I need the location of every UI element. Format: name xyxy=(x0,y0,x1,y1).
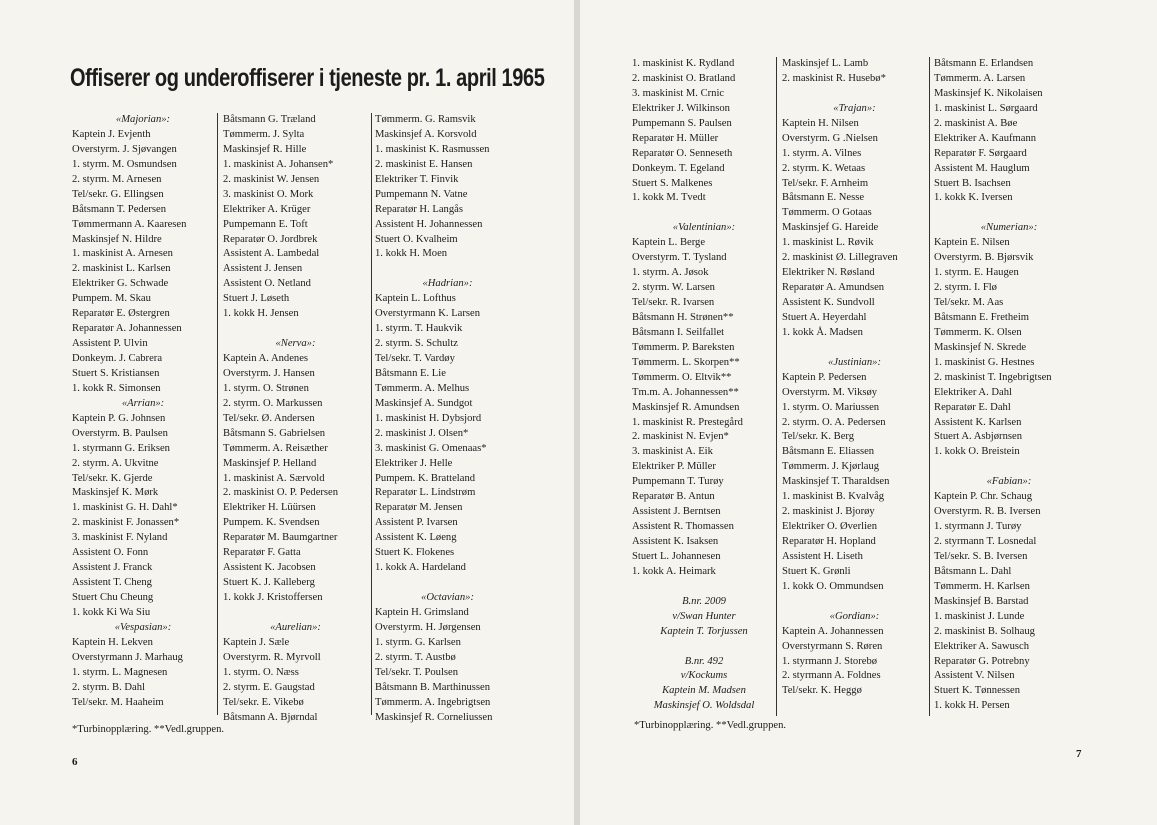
crew-entry: Kaptein H. Lekven xyxy=(72,636,153,648)
crew-entry: Maskinsjef R. Amundsen xyxy=(632,401,740,413)
crew-entry: Reparatør E. Østergren xyxy=(72,308,170,320)
crew-entry: Reparatør F. Sørgaard xyxy=(934,147,1027,159)
page-title: Offiserer og underoffiserer i tjeneste pr. 1. april 1965 xyxy=(70,64,545,92)
crew-entry: 1. kokk A. Hardeland xyxy=(375,562,466,574)
crew-entry: Assistent J. Berntsen xyxy=(632,506,721,518)
crew-entry: 2. maskinist E. Hansen xyxy=(375,158,473,170)
spacer xyxy=(375,262,520,277)
crew-entry: Kaptein L. Berge xyxy=(632,237,706,249)
crew-entry: 3. maskinist F. Nyland xyxy=(72,532,168,544)
crew-entry: 1. maskinist K. Rasmussen xyxy=(375,143,490,155)
crew-entry: 1. kokk H. Jensen xyxy=(223,308,299,320)
crew-entry: Kaptein A. Andenes xyxy=(223,353,309,364)
crew-entry: Tel/sekr. Ø. Andersen xyxy=(223,412,315,424)
crew-entry: 1. kokk M. Tvedt xyxy=(632,192,706,204)
section-heading: «Valentinian»: xyxy=(672,222,736,234)
crew-entry: 1. kokk Å. Madsen xyxy=(782,326,863,338)
crew-entry: Assistent P. Ivarsen xyxy=(375,517,458,529)
crew-entry: 1. styrm. T. Haukvik xyxy=(375,323,463,335)
crew-entry: Assistent A. Lambedal xyxy=(223,248,320,260)
crew-entry: 2. maskinist Ø. Lillegraven xyxy=(782,252,898,264)
crew-entry: 1. kokk J. Kristoffersen xyxy=(223,592,323,603)
crew-entry: Tel/sekr. F. Arnheim xyxy=(782,177,869,189)
crew-entry: Donkeym. J. Cabrera xyxy=(72,353,163,364)
crew-entry: Båtsmann E. Erlandsen xyxy=(934,58,1034,69)
crew-entry: Tømmerm. G. Ramsvik xyxy=(375,114,476,125)
crew-entry: Båtsmann E. Eliassen xyxy=(782,446,875,458)
crew-entry: Elektriker A. Dahl xyxy=(934,386,1012,398)
crew-entry: Stuert K. Tønnessen xyxy=(934,685,1021,697)
crew-entry: Reparatør M. Jensen xyxy=(375,502,463,514)
crew-entry: Reparatør G. Potrebny xyxy=(934,655,1030,667)
crew-entry: 1. styrm. A. Jøsok xyxy=(632,267,709,279)
crew-entry: Stuert K. Grønli xyxy=(782,565,851,577)
crew-entry: 1. maskinist A. Johansen* xyxy=(223,158,334,170)
crew-entry: Kaptein P. G. Johnsen xyxy=(72,412,166,424)
crew-entry: 2. maskinist F. Jonassen* xyxy=(72,517,180,529)
section-heading: «Aurelian»: xyxy=(270,621,321,633)
crew-entry: Elektriker A. Sawusch xyxy=(934,640,1030,652)
crew-entry: Kaptein A. Johannessen xyxy=(782,625,884,637)
crew-entry: Maskinsjef L. Lamb xyxy=(782,58,869,69)
crew-entry: Overstyrmann J. Marhaug xyxy=(72,651,183,663)
crew-entry: Tømmerm. A. Larsen xyxy=(934,72,1026,84)
crew-entry: Overstyrm. R. B. Iversen xyxy=(934,506,1041,518)
crew-column-2 xyxy=(223,113,368,725)
crew-entry: 2. maskinist J. Olsen* xyxy=(375,427,469,439)
section-heading: B.nr. 2009 xyxy=(682,595,726,607)
crew-entry: Reparatør B. Antun xyxy=(632,491,715,503)
crew-entry: Overstyrmann S. Røren xyxy=(782,640,883,652)
crew-entry: Båtsmann S. Gabrielsen xyxy=(223,427,326,439)
section-heading: Kaptein M. Madsen xyxy=(662,685,746,697)
spacer xyxy=(375,576,520,591)
section-heading: Maskinsjef O. Woldsdal xyxy=(653,700,755,712)
crew-entry: 2. styrm. S. Schultz xyxy=(375,338,458,350)
crew-entry: 2. maskinist O. Bratland xyxy=(632,72,736,84)
crew-entry: Elektriker J. Helle xyxy=(375,457,453,469)
crew-entry: Kaptein P. Chr. Schaug xyxy=(934,491,1032,503)
left-page xyxy=(0,0,574,825)
crew-entry: Assistent K. Løeng xyxy=(375,532,457,544)
crew-entry: 1. styrmann G. Eriksen xyxy=(72,442,170,454)
crew-entry: Stuert K. Flokenes xyxy=(375,547,455,559)
crew-entry: Elektriker G. Schwade xyxy=(72,278,169,290)
crew-entry: 1. maskinist B. Kvalvåg xyxy=(782,491,885,503)
crew-entry: Båtsmann E. Nesse xyxy=(782,192,865,204)
crew-entry: Pumpemann E. Toft xyxy=(223,218,308,230)
crew-entry: 1. maskinist J. Lunde xyxy=(934,610,1025,622)
crew-column-3 xyxy=(375,113,520,725)
crew-entry: 1. styrm. O. Næss xyxy=(223,666,299,678)
crew-entry: Båtsmann B. Marthinussen xyxy=(375,681,491,693)
crew-entry: Tel/sekr. R. Ivarsen xyxy=(632,297,715,308)
crew-entry: 1. kokk O. Breistein xyxy=(934,446,1020,458)
crew-entry: Reparatør A. Amundsen xyxy=(782,282,885,294)
crew-entry: Tel/sekr. M. Aas xyxy=(934,297,1004,308)
crew-entry: Reparatør M. Baumgartner xyxy=(223,532,338,544)
crew-entry: Tømmerm. J. Sylta xyxy=(223,128,305,140)
crew-entry: Båtsmann G. Træland xyxy=(223,114,316,125)
crew-entry: Stuert S. Malkenes xyxy=(632,177,713,189)
crew-entry: Maskinsjef R. Hille xyxy=(223,143,307,155)
crew-entry: Assistent H. Liseth xyxy=(782,550,863,562)
crew-entry: 1. maskinist H. Dybsjord xyxy=(375,412,482,424)
spacer xyxy=(632,640,776,655)
crew-entry: Overstyrm. B. Paulsen xyxy=(72,427,168,439)
crew-entry: Tømmermann A. Kaaresen xyxy=(72,218,187,230)
crew-entry: 1. maskinist G. H. Dahl* xyxy=(72,502,178,514)
section-heading: B.nr. 492 xyxy=(684,655,724,667)
crew-entry: 1. maskinist L. Røvik xyxy=(782,237,874,249)
crew-entry: 2. styrm. K. Wetaas xyxy=(782,162,866,174)
crew-entry: Tømmerm. O. Eltvik** xyxy=(632,371,732,383)
section-heading: «Hadrian»: xyxy=(422,278,473,290)
crew-entry: 2. maskinist B. Solhaug xyxy=(934,625,1035,637)
crew-entry: 2. styrm. T. Austbø xyxy=(375,651,456,663)
spacer xyxy=(782,341,927,356)
crew-entry: Pumpemann S. Paulsen xyxy=(632,117,732,129)
crew-entry: 2. styrm. E. Gaugstad xyxy=(223,681,315,693)
section-heading: «Numerian»: xyxy=(980,222,1038,234)
crew-entry: 2. styrm. B. Dahl xyxy=(72,681,145,693)
crew-entry: Pumpem. K. Svendsen xyxy=(223,517,320,529)
crew-entry: Tømmerm. J. Kjørlaug xyxy=(782,461,880,473)
crew-entry: 3. maskinist O. Mork xyxy=(223,188,314,200)
crew-entry: Tømmerm. A. Melhus xyxy=(375,382,470,394)
column-divider xyxy=(371,113,372,715)
crew-entry: Tømmerm. H. Karlsen xyxy=(934,580,1030,592)
crew-entry: 1. kokk K. Iversen xyxy=(934,192,1013,204)
crew-entry: Båtsmann E. Lie xyxy=(375,367,446,379)
crew-entry: Kaptein E. Nilsen xyxy=(934,237,1010,249)
crew-entry: Stuert L. Johannesen xyxy=(632,550,721,562)
crew-column-5 xyxy=(782,57,927,699)
crew-entry: Assistent H. Johannessen xyxy=(375,218,483,230)
crew-entry: 2. maskinist W. Jensen xyxy=(223,173,320,185)
crew-entry: Båtsmann T. Pedersen xyxy=(72,203,167,215)
crew-entry: Overstyrm. H. Jørgensen xyxy=(375,621,481,633)
crew-entry: 1. kokk R. Simonsen xyxy=(72,382,161,394)
footnote: *Turbinopplæring. **Vedl.gruppen. xyxy=(634,720,787,731)
crew-entry: Assistent T. Cheng xyxy=(72,577,152,589)
crew-entry: 1. kokk H. Persen xyxy=(934,700,1010,712)
crew-entry: Assistent O. Fonn xyxy=(72,547,149,559)
crew-entry: Overstyrm. M. Viksøy xyxy=(782,386,878,398)
crew-entry: Maskinsjef G. Hareide xyxy=(782,222,879,234)
crew-entry: Stuert K. J. Kalleberg xyxy=(223,577,315,589)
crew-entry: Kaptein P. Pedersen xyxy=(782,371,867,383)
crew-entry: Kaptein H. Grimsland xyxy=(375,606,469,618)
footnote: *Turbinopplæring. **Vedl.gruppen. xyxy=(72,724,225,735)
section-heading: v/Kockums xyxy=(680,670,728,682)
crew-entry: Tømmerm. P. Bareksten xyxy=(632,341,735,353)
crew-entry: 2. maskinist A. Bøe xyxy=(934,117,1018,129)
crew-entry: Stuert J. Løseth xyxy=(223,293,290,305)
crew-entry: Båtsmann E. Fretheim xyxy=(934,311,1030,323)
crew-entry: 1. styrmann J. Turøy xyxy=(934,521,1022,533)
crew-entry: Maskinsjef K. Nikolaisen xyxy=(934,87,1043,99)
crew-entry: Overstyrm. B. Bjørsvik xyxy=(934,252,1034,264)
crew-entry: Stuert Chu Cheung xyxy=(72,592,154,603)
crew-entry: Kaptein L. Lofthus xyxy=(375,293,456,305)
crew-entry: Tel/sekr. K. Gjerde xyxy=(72,472,153,484)
crew-entry: 2. styrm. I. Flø xyxy=(934,282,997,294)
crew-entry: Maskinsjef K. Mørk xyxy=(72,487,159,499)
crew-entry: Tel/sekr. T. Vardøy xyxy=(375,353,455,364)
crew-entry: Reparatør A. Johannessen xyxy=(72,323,182,335)
spacer xyxy=(223,606,368,621)
crew-entry: Båtsmann I. Seilfallet xyxy=(632,326,725,338)
crew-column-6 xyxy=(934,57,1084,714)
crew-entry: Stuert S. Kristiansen xyxy=(72,367,160,379)
crew-column-1 xyxy=(72,113,214,711)
crew-entry: Overstyrm. J. Sjøvangen xyxy=(72,143,177,155)
crew-entry: Elektriker N. Røsland xyxy=(782,267,875,279)
crew-entry: Tømmerm. L. Skorpen** xyxy=(632,356,740,368)
crew-entry: 1. styrm. O. Mariussen xyxy=(782,401,880,413)
column-divider xyxy=(776,57,777,716)
crew-entry: Båtsmann H. Strønen** xyxy=(632,311,734,323)
crew-entry: 1. kokk A. Heimark xyxy=(632,565,716,577)
section-heading: «Gordian»: xyxy=(829,610,880,622)
section-heading: «Majorian»: xyxy=(115,114,171,125)
crew-entry: 1. maskinist R. Prestegård xyxy=(632,416,743,428)
crew-entry: Maskinsjef B. Barstad xyxy=(934,595,1029,607)
crew-entry: Overstyrmann K. Larsen xyxy=(375,308,481,320)
crew-entry: Maskinsjef A. Korsvold xyxy=(375,128,477,140)
crew-entry: Elektriker J. Wilkinson xyxy=(632,102,730,114)
crew-entry: 1. styrm. O. Strønen xyxy=(223,382,309,394)
crew-entry: Elektriker H. Lüürsen xyxy=(223,502,316,514)
crew-entry: 2. styrm. O. Markussen xyxy=(223,397,323,409)
crew-entry: Elektriker O. Øverlien xyxy=(782,521,878,533)
right-page xyxy=(580,0,1157,825)
spacer xyxy=(632,580,776,595)
crew-entry: 1. styrmann J. Storebø xyxy=(782,655,878,667)
crew-entry: Overstyrm. J. Hansen xyxy=(223,367,315,379)
crew-entry: Reparatør L. Lindstrøm xyxy=(375,487,476,499)
crew-entry: Assistent P. Ulvin xyxy=(72,338,148,350)
crew-entry: Maskinsjef P. Helland xyxy=(223,457,317,469)
spacer xyxy=(782,87,927,102)
section-heading: «Nerva»: xyxy=(275,338,316,350)
crew-entry: Assistent R. Thomassen xyxy=(632,521,734,533)
crew-entry: 1. styrm. G. Karlsen xyxy=(375,636,461,648)
crew-entry: Pumpemann N. Vatne xyxy=(375,188,468,200)
crew-entry: 2. maskinist O. P. Pedersen xyxy=(223,487,339,499)
crew-entry: Tømmerm. O Gotaas xyxy=(782,207,872,219)
crew-entry: Reparatør H. Müller xyxy=(632,132,719,144)
crew-entry: Assistent K. Isaksen xyxy=(632,536,719,547)
crew-entry: 1. styrm. M. Osmundsen xyxy=(72,158,177,170)
crew-entry: 1. styrm. E. Haugen xyxy=(934,267,1019,279)
crew-entry: Reparatør F. Gatta xyxy=(223,547,301,559)
crew-entry: 2. styrm. O. A. Pedersen xyxy=(782,416,886,428)
crew-entry: Tel/sekr. T. Poulsen xyxy=(375,666,459,678)
spacer xyxy=(782,595,927,610)
spacer xyxy=(934,206,1084,221)
section-heading: «Justinian»: xyxy=(828,356,881,368)
crew-entry: 2. maskinist T. Ingebrigtsen xyxy=(934,371,1052,383)
crew-entry: Båtsmann L. Dahl xyxy=(934,565,1012,577)
crew-entry: Elektriker P. Müller xyxy=(632,461,716,473)
crew-entry: 2. styrm. A. Ukvitne xyxy=(72,457,159,469)
crew-entry: Stuert O. Kvalheim xyxy=(375,233,458,245)
crew-entry: Tel/sekr. S. B. Iversen xyxy=(934,550,1028,562)
crew-entry: Maskinsjef N. Hildre xyxy=(72,233,162,245)
crew-entry: Stuert A. Asbjørnsen xyxy=(934,431,1022,443)
crew-entry: Kaptein J. Sæle xyxy=(223,636,290,648)
crew-entry: Reparatør O. Jordbrek xyxy=(223,233,318,245)
crew-entry: Assistent K. Sundvoll xyxy=(782,297,875,308)
crew-entry: Pumpem. M. Skau xyxy=(72,293,151,305)
crew-entry: Tømmerm. K. Olsen xyxy=(934,326,1022,338)
crew-entry: Assistent K. Jacobsen xyxy=(223,562,316,574)
crew-entry: 1. maskinist A. Arnesen xyxy=(72,248,173,260)
crew-entry: 2. styrm. M. Arnesen xyxy=(72,173,162,185)
column-divider xyxy=(217,113,218,715)
crew-entry: Pumpemann T. Turøy xyxy=(632,476,724,488)
crew-entry: Båtsmann A. Bjørndal xyxy=(223,711,318,723)
crew-entry: Tømmerm. A. Reisæther xyxy=(223,442,328,454)
section-heading: «Octavian»: xyxy=(421,592,474,603)
crew-entry: Reparatør H. Hopland xyxy=(782,536,876,547)
crew-entry: 1. maskinist K. Rydland xyxy=(632,58,735,69)
crew-entry: 1. styrm. L. Magnesen xyxy=(72,666,168,678)
crew-entry: 3. maskinist M. Crnic xyxy=(632,87,725,99)
page-number: 7 xyxy=(1076,748,1082,760)
section-heading: «Vespasian»: xyxy=(114,621,172,633)
spacer xyxy=(223,322,368,337)
crew-entry: Assistent K. Karlsen xyxy=(934,416,1022,428)
crew-entry: 2. styrmann T. Losnedal xyxy=(934,536,1037,547)
crew-entry: Reparatør E. Dahl xyxy=(934,401,1011,413)
spacer xyxy=(632,206,776,221)
crew-entry: 2. maskinist N. Evjen* xyxy=(632,431,729,443)
crew-entry: Tel/sekr. E. Vikebø xyxy=(223,696,304,708)
crew-entry: 1. maskinist L. Sørgaard xyxy=(934,102,1038,114)
crew-entry: 1. styrm. A. Vilnes xyxy=(782,147,862,159)
spacer xyxy=(934,460,1084,475)
crew-entry: Tel/sekr. K. Heggø xyxy=(782,685,862,697)
section-heading: «Fabian»: xyxy=(986,476,1032,488)
crew-entry: Overstyrm. G .Nielsen xyxy=(782,132,878,144)
crew-entry: Elektriker A. Kaufmann xyxy=(934,132,1037,144)
crew-entry: Elektriker A. Krüger xyxy=(223,203,311,215)
crew-entry: Kaptein H. Nilsen xyxy=(782,117,859,129)
crew-entry: Assistent V. Nilsen xyxy=(934,670,1015,682)
crew-entry: Elektriker T. Finvik xyxy=(375,173,459,185)
section-heading: «Trajan»: xyxy=(833,102,876,114)
section-heading: «Arrian»: xyxy=(121,397,165,409)
crew-entry: Kaptein J. Evjenth xyxy=(72,128,151,140)
crew-entry: Maskinsjef N. Skrede xyxy=(934,341,1027,353)
crew-entry: 2. styrmann A. Foldnes xyxy=(782,670,881,682)
crew-entry: Overstyrm. R. Myrvoll xyxy=(223,651,321,663)
crew-entry: 1. kokk Ki Wa Siu xyxy=(72,606,151,618)
crew-entry: Assistent J. Franck xyxy=(72,562,153,574)
crew-entry: 2. maskinist J. Bjorøy xyxy=(782,506,875,518)
crew-entry: Pumpem. K. Bratteland xyxy=(375,472,476,484)
crew-entry: Tømmerm. A. Ingebrigtsen xyxy=(375,696,491,708)
column-divider xyxy=(929,57,930,716)
crew-entry: Tel/sekr. K. Berg xyxy=(782,431,855,443)
crew-entry: 1. maskinist G. Hestnes xyxy=(934,356,1035,368)
crew-entry: Maskinsjef T. Tharaldsen xyxy=(782,476,890,488)
crew-entry: 2. maskinist R. Husebø* xyxy=(782,72,886,84)
crew-entry: Stuert B. Isachsen xyxy=(934,177,1011,189)
crew-entry: Assistent O. Netland xyxy=(223,278,311,290)
crew-entry: 2. maskinist L. Karlsen xyxy=(72,263,171,275)
crew-entry: Assistent J. Jensen xyxy=(223,263,303,275)
crew-entry: Maskinsjef A. Sundgot xyxy=(375,397,473,409)
crew-entry: 1. kokk H. Moen xyxy=(375,248,448,260)
crew-entry: 3. maskinist G. Omenaas* xyxy=(375,442,487,454)
crew-entry: 1. maskinist A. Særvold xyxy=(223,472,325,484)
crew-entry: Reparatør H. Langås xyxy=(375,203,463,215)
crew-entry: 3. maskinist A. Eik xyxy=(632,446,713,458)
page-number: 6 xyxy=(72,756,78,768)
crew-entry: Tel/sekr. G. Ellingsen xyxy=(72,188,164,200)
crew-entry: 2. styrm. W. Larsen xyxy=(632,282,715,294)
crew-entry: Tel/sekr. M. Haaheim xyxy=(72,696,164,708)
crew-entry: Overstyrm. T. Tysland xyxy=(632,252,727,264)
crew-entry: Tm.m. A. Johannessen** xyxy=(632,386,739,398)
section-heading: Kaptein T. Torjussen xyxy=(660,625,748,637)
section-heading: v/Swan Hunter xyxy=(672,610,736,622)
crew-entry: Stuert A. Heyerdahl xyxy=(782,311,867,323)
crew-entry: Donkeym. T. Egeland xyxy=(632,162,725,174)
crew-entry: Assistent M. Hauglum xyxy=(934,162,1030,174)
crew-entry: 1. kokk O. Ommundsen xyxy=(782,580,884,592)
crew-column-4 xyxy=(632,57,776,714)
crew-entry: Reparatør O. Senneseth xyxy=(632,147,733,159)
crew-entry: Maskinsjef R. Corneliussen xyxy=(375,711,493,723)
